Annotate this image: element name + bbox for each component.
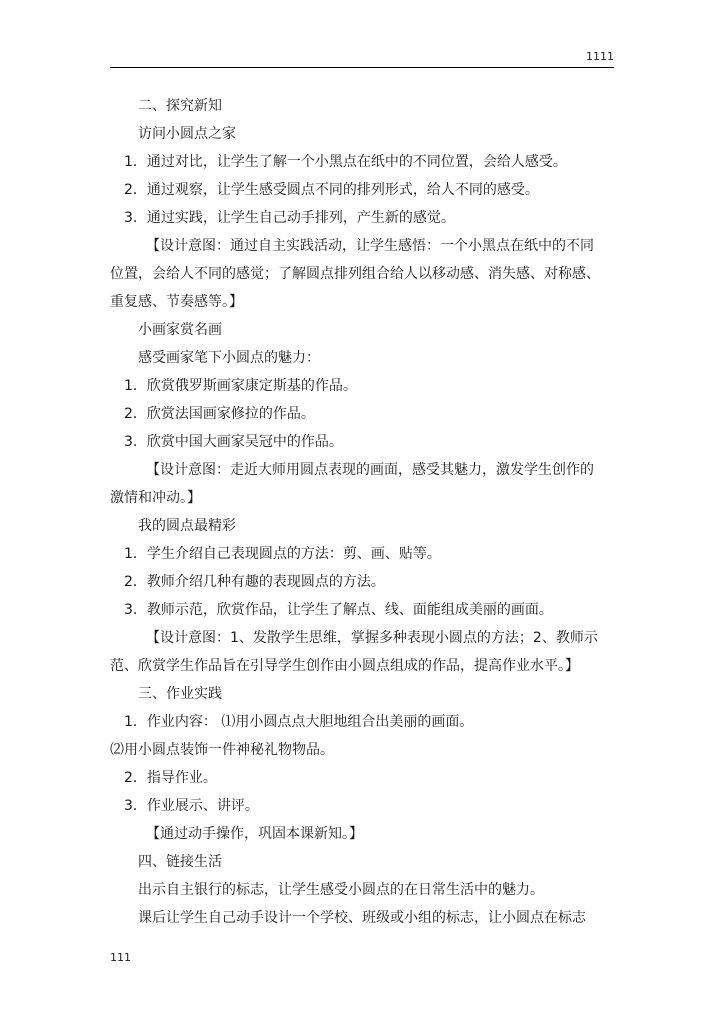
document-body (110, 92, 614, 932)
text-line: 二、探究新知 (138, 98, 222, 114)
text-line: 2．教师介绍几种有趣的表现圆点的方法。 (124, 574, 385, 590)
text-line: 1．欣赏俄罗斯画家康定斯基的作品。 (124, 378, 357, 394)
text-line: 感受画家笔下小圆点的魅力： (138, 350, 320, 366)
text-line: 2．欣赏法国画家修拉的作品。 (124, 406, 315, 422)
text-line: 3．教师示范，欣赏作品，让学生了解点、线、面能组成美丽的画面。 (124, 602, 553, 618)
text-line: 【设计意图：1、发散学生思维，掌握多种表现小圆点的方法；2、教师示 (146, 630, 598, 646)
text-line: ⑵用小圆点装饰一件神秘礼物物品。 (110, 742, 334, 758)
text-line: 【设计意图：走近大师用圆点表现的画面，感受其魅力，激发学生创作的 (146, 462, 594, 478)
text-line: 范、欣赏学生作品旨在引导学生创作由小圆点组成的作品，提高作业水平。】 (110, 658, 579, 674)
text-line: 2．指导作业。 (124, 770, 217, 786)
header-page-number: 1111 (586, 50, 614, 63)
text-line: 我的圆点最精彩 (138, 518, 236, 534)
footer-page-number: 111 (110, 951, 131, 964)
text-line: 位置，会给人不同的感觉；了解圆点排列组合给人以移动感、消失感、对称感、 (110, 266, 600, 282)
text-line: 访问小圆点之家 (138, 126, 236, 142)
text-line: 课后让学生自己动手设计一个学校、班级或小组的标志，让小圆点在标志 (138, 910, 586, 926)
text-line: 出示自主银行的标志，让学生感受小圆点的在日常生活中的魅力。 (138, 882, 544, 898)
text-line: 小画家赏名画 (138, 322, 222, 338)
text-line: 3．通过实践，让学生自己动手排列，产生新的感觉。 (124, 210, 455, 226)
text-line: 3．作业展示、讲评。 (124, 798, 259, 814)
text-line: 3．欣赏中国大画家吴冠中的作品。 (124, 434, 343, 450)
text-line: 激情和冲动。】 (110, 490, 201, 506)
text-line: 1．作业内容： ⑴用小圆点点大胆地组合出美丽的画面。 (124, 714, 474, 730)
header-rule (110, 67, 614, 68)
text-line: 四、链接生活 (138, 854, 222, 870)
text-line: 【通过动手操作，巩固本课新知。】 (146, 826, 363, 842)
text-line: 1．学生介绍自己表现圆点的方法：剪、画、贴等。 (124, 546, 441, 562)
text-line: 1．通过对比，让学生了解一个小黑点在纸中的不同位置，会给人感受。 (124, 154, 567, 170)
text-line: 2．通过观察，让学生感受圆点不同的排列形式，给人不同的感受。 (124, 182, 539, 198)
text-line: 重复感、节奏感等。】 (110, 294, 243, 310)
text-line: 三、作业实践 (138, 686, 222, 702)
text-line: 【设计意图：通过自主实践活动，让学生感悟：一个小黑点在纸中的不同 (146, 238, 594, 254)
